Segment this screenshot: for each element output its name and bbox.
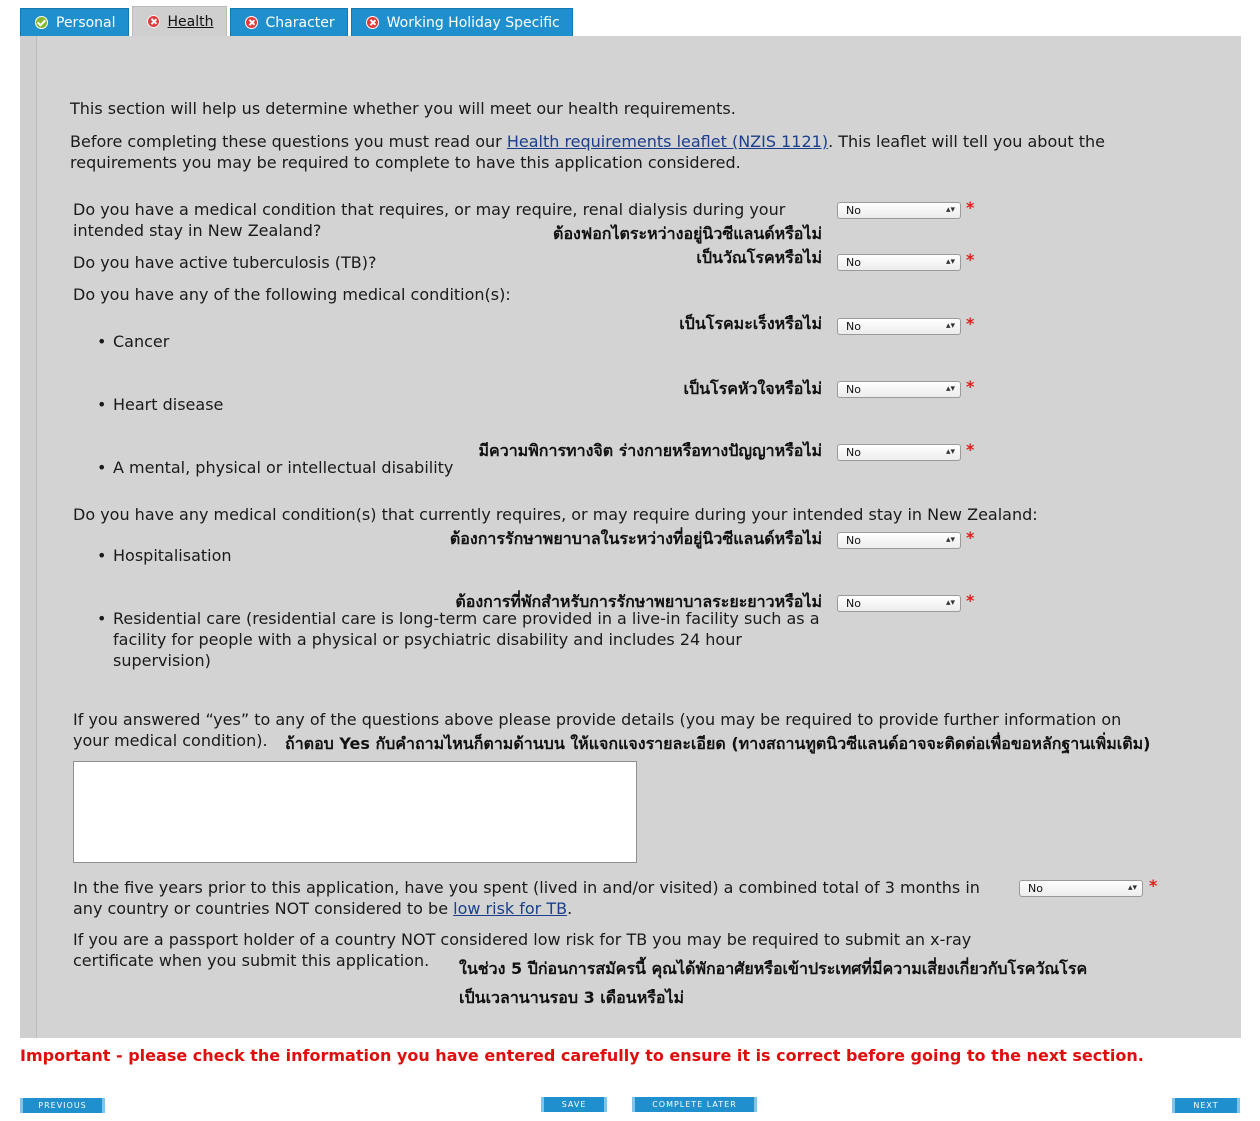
dialysis-select[interactable] <box>837 202 961 219</box>
conditions-heading: Do you have any of the following medical condition(s): <box>73 285 511 304</box>
residential-thai-note: ต้องการที่พักสำหรับการรักษาพยาบาลระยะยาวหรือไม่ <box>455 592 822 611</box>
cancer-label: • Cancer <box>113 331 169 352</box>
select-value: No <box>846 597 861 610</box>
hospitalisation-select[interactable] <box>837 532 961 549</box>
intro-leaflet-text <box>70 131 1105 152</box>
hospitalisation-label: • Hospitalisation <box>113 545 232 566</box>
dialysis-question-cont: intended stay in New Zealand? <box>73 221 322 240</box>
details-prompt-cont: your medical condition). <box>73 731 268 750</box>
intro-text: This section will help us determine whether you will meet our health requirements. <box>70 99 736 118</box>
dialysis-thai-note: ต้องฟอกไตระหว่างอยู่นิวซีแลนด์หรือไม่ <box>553 224 822 243</box>
select-value: No <box>846 446 861 459</box>
cancer-select[interactable] <box>837 318 961 335</box>
cancer-thai-note: เป็นโรคมะเร็งหรือไม่ <box>679 314 822 333</box>
select-value: No <box>846 534 861 547</box>
tb-select[interactable] <box>837 254 961 271</box>
chevron-updown-icon: ▴▾ <box>945 257 955 267</box>
details-prompt: If you answered “yes” to any of the questions above please provide details (you may be required to provide further information on <box>73 710 1122 729</box>
tb-thai-note: เป็นวัณโรคหรือไม่ <box>696 248 822 267</box>
medical-details-textarea[interactable] <box>73 761 637 863</box>
xray-note: If you are a passport holder of a country NOT considered low risk for TB you may be required to submit an x-ray <box>73 930 972 949</box>
save-button[interactable]: SAVE <box>541 1097 607 1112</box>
chevron-updown-icon: ▴▾ <box>945 321 955 331</box>
health-leaflet-link[interactable]: Health requirements leaflet (NZIS 1121) <box>506 132 829 151</box>
required-asterisk: * <box>966 440 975 459</box>
low-risk-tb-link[interactable]: low risk for TB <box>453 899 568 918</box>
chevron-updown-icon: ▴▾ <box>945 535 955 545</box>
care-heading: Do you have any medical condition(s) that currently requires, or may require during your intended stay in New Zealand: <box>73 505 1038 524</box>
xray-note-cont: certificate when you submit this application. <box>73 951 430 970</box>
chevron-updown-icon: ▴▾ <box>945 447 955 457</box>
required-asterisk: * <box>966 528 975 547</box>
chevron-updown-icon: ▴▾ <box>945 384 955 394</box>
select-value: No <box>846 204 861 217</box>
tb-question: Do you have active tuberculosis (TB)? <box>73 253 377 272</box>
tb-risk-suffix: . <box>567 899 573 918</box>
chevron-updown-icon: ▴▾ <box>945 205 955 215</box>
tb-risk-thai-note: ในช่วง 5 ปีก่อนการสมัครนี้ คุณได้พักอาศัยหรือเข้าประเทศที่มีความเสี่ยงเกี่ยวกับโรควัณโรค <box>459 959 1088 978</box>
residential-care-label-end: supervision) <box>113 651 211 670</box>
intro-requirements-text: requirements you may be required to complete to have this application considered. <box>70 153 741 172</box>
required-asterisk: * <box>966 314 975 333</box>
previous-button[interactable]: PREVIOUS <box>20 1098 105 1113</box>
tab-working-holiday-specific[interactable] <box>351 8 573 36</box>
required-asterisk: * <box>1149 876 1158 895</box>
residential-care-label: • Residential care (residential care is long-term care provided in a live-in facility such as a <box>113 608 820 629</box>
select-value: No <box>1028 882 1043 895</box>
error-icon <box>245 16 258 29</box>
check-icon <box>35 16 48 29</box>
tab-health[interactable] <box>132 6 227 36</box>
residential-care-label-cont: facility for people with a physical or psychiatric disability and includes 24 hour <box>113 630 742 649</box>
tab-label: Personal <box>56 14 116 31</box>
tb-risk-question-cont <box>73 898 572 919</box>
tab-label: Character <box>265 14 335 31</box>
section-tabs <box>20 6 576 36</box>
tb-risk-prefix: any country or countries NOT considered to be <box>73 899 454 918</box>
tab-personal[interactable] <box>20 8 129 36</box>
intro-leaflet-prefix: Before completing these questions you must read our <box>70 132 507 151</box>
required-asterisk: * <box>966 198 975 217</box>
heart-disease-select[interactable] <box>837 381 961 398</box>
required-asterisk: * <box>966 250 975 269</box>
required-asterisk: * <box>966 377 975 396</box>
dialysis-question: Do you have a medical condition that requires, or may require, renal dialysis during your <box>73 200 786 219</box>
error-icon <box>366 16 379 29</box>
heart-disease-label: • Heart disease <box>113 394 223 415</box>
residential-care-select[interactable] <box>837 595 961 612</box>
tab-label: Working Holiday Specific <box>386 14 560 31</box>
important-warning: Important - please check the information you have entered carefully to ensure it is correct before going to the next section. <box>20 1046 1144 1065</box>
heart-thai-note: เป็นโรคหัวใจหรือไม่ <box>683 379 822 398</box>
disability-label: • A mental, physical or intellectual disability <box>113 457 453 478</box>
details-thai-note: ถ้าตอบ Yes กับคำถามไหนก็ตามด้านบน ให้แจกแจงรายละเอียด (ทางสถานทูตนิวซีแลนด์อาจจะติดต่อเพื่อขอหลักฐานเพิ่มเติม) <box>285 734 1151 753</box>
disability-select[interactable] <box>837 444 961 461</box>
select-value: No <box>846 383 861 396</box>
next-button[interactable]: NEXT <box>1172 1098 1240 1113</box>
chevron-updown-icon: ▴▾ <box>1127 883 1137 893</box>
tb-risk-question: In the five years prior to this application, have you spent (lived in and/or visited) a combined total of 3 months in <box>73 878 980 897</box>
chevron-updown-icon: ▴▾ <box>945 598 955 608</box>
tab-character[interactable] <box>230 8 348 36</box>
select-value: No <box>846 256 861 269</box>
tab-label: Health <box>167 13 214 30</box>
intro-leaflet-suffix: . This leaflet will tell you about the <box>828 132 1105 151</box>
disability-thai-note: มีความพิการทางจิต ร่างกายหรือทางปัญญาหรือไม่ <box>478 441 822 460</box>
hospitalisation-thai-note: ต้องการรักษาพยาบาลในระหว่างที่อยู่นิวซีแลนด์หรือไม่ <box>449 529 822 548</box>
tb-risk-thai-note-cont: เป็นเวลานานรอบ 3 เดือนหรือไม่ <box>459 988 685 1007</box>
error-icon <box>147 15 160 28</box>
select-value: No <box>846 320 861 333</box>
tb-risk-select[interactable] <box>1019 880 1143 897</box>
complete-later-button[interactable]: COMPLETE LATER <box>632 1097 757 1112</box>
required-asterisk: * <box>966 591 975 610</box>
